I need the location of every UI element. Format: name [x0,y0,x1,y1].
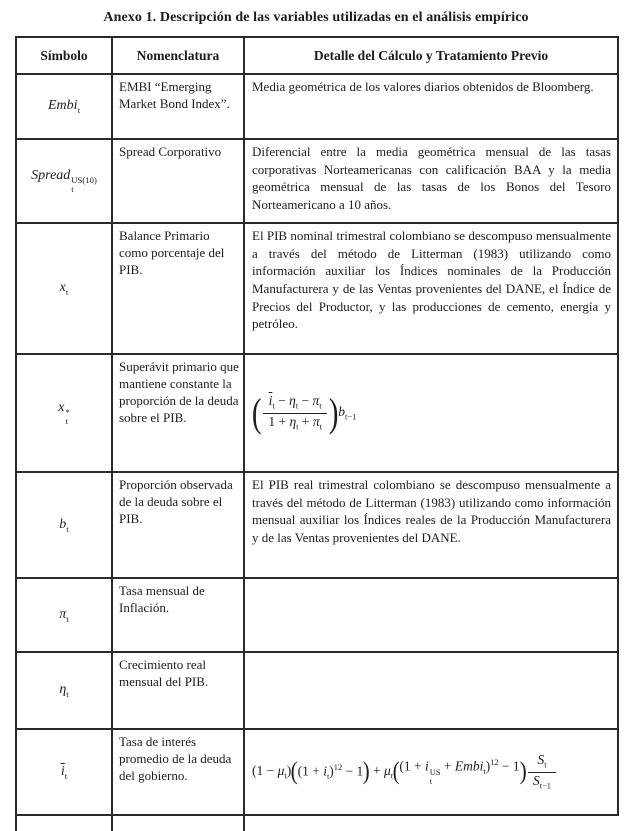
detalle-cell [244,652,618,729]
table-row-deuda-observada [16,472,618,578]
i-var: i [323,763,327,779]
exchange-rate-fraction [528,752,556,791]
col-header-simbolo: Símbolo [16,37,112,74]
table-row-inflacion [16,578,618,652]
symbol-cell [16,354,112,472]
mu-var: μ [277,762,285,778]
detalle-cell: Media geométrica de los valores diarios obtenidos de Bloomberg. [244,74,618,139]
page-title: Anexo 1. Descripción de las variables utilizadas en el análisis empírico [103,10,529,25]
detalle-cell: Diferencial entre la media geométrica mensual de las tasas corporativas Norteamericanas con calificación BAA y la media geométrica mensual de las tasas de los Bonos del Tesoro Norteamericano a 10 años. [244,139,618,223]
symbol-cell [16,578,112,652]
table-header-row [16,37,618,74]
table-row-spread [16,139,618,223]
eta-var: η [289,413,297,429]
fraction-numerator: $\overline{i}_t - \eta_t - \pi_t$ [268,393,322,412]
fraction-denominator: $S_{t-1}$ [528,772,556,792]
term-domestic-rate: $(1 + i_t)^{12} - 1$ [297,762,364,781]
symbol-subscript: t [65,416,68,427]
close-paren: ) [328,390,339,435]
eta-var: η [289,393,296,409]
fraction [263,393,327,432]
table-row-crecimiento [16,652,618,729]
pi-var: π [312,393,320,409]
symbol-superscript: US(10) [71,175,97,186]
nomenclatura-cell: Tasa de interés promedio de la deuda del gobierno. [112,729,244,815]
fraction-denominator: $1 + \eta_t + \pi_t$ [263,413,327,433]
detalle-cell: El PIB real trimestral colombiano se descompuso mensualmente a través del método de Litterman (1983) utilizando como información mensual auxiliar los Índices reales de la Producción Manufacturera y de las Ventas provenientes del DANE. [244,472,618,578]
table-row-tasa-interes [16,729,618,815]
embi-var: Embi [454,758,484,774]
symbol-eta: η [59,682,67,698]
symbol-subscript: t [66,523,69,534]
symbol-ibar: $\overline{i}$ [60,763,65,779]
symbol-cell [16,223,112,354]
nomenclatura-cell: Spread Corporativo [112,139,244,223]
symbol-subscript: t [65,286,69,297]
i-us-var: i [425,758,429,774]
table-row-embi [16,74,618,139]
detalle-cell [244,578,618,652]
nomenclatura-cell: Superávit primario que mantiene constante la proporción de la deuda sobre el PIB. [112,354,244,472]
col-header-nomenclatura: Nomenclatura [112,37,244,74]
i-us-supsub-stack: US t [429,768,441,786]
pi-var: π [312,413,320,429]
symbol-cell [16,74,112,139]
close-paren: ) [519,758,527,786]
nomenclatura-cell: Crecimiento real mensual del PIB. [112,652,244,729]
symbol-cell [16,652,112,729]
formula-tasa-interes [252,752,558,791]
table-row-balance-primario [16,223,618,354]
symbol-pi: π [59,606,67,622]
nomenclatura-cell: EMBI “Emerging Market Bond Index”. [112,74,244,139]
table-row-superavit [16,354,618,472]
close-paren: ) [362,758,370,786]
symbol-x: x [59,280,66,296]
fraction-numerator: $S_t$ [537,752,547,771]
b-term: $b_{t-1}$ [338,403,357,422]
symbol-cell [16,139,112,223]
symbol-cell [16,472,112,578]
nomenclatura-cell: Balance Primario como porcentaje del PIB. [112,223,244,354]
detalle-formula-cell [244,354,618,472]
detalle-cell: El PIB nominal trimestral colombiano se descompuso mensualmente a través del método de Litterman (1983) utilizando como información auxiliar los Índices nominales de la Producción Manufacturera y de las Ventas provenientes del DANE, el Índice de Precios del Productor, y las producciones de cemento, energía y petróleo. [244,223,618,354]
variables-table [15,36,619,831]
open-paren: ( [251,390,262,435]
col-header-detalle: Detalle del Cálculo y Tratamiento Previo [244,37,618,74]
term-1-minus-mu: $(1 - \mu_t)$ [252,762,292,781]
symbol-spread: Spread [31,167,71,183]
nomenclatura-cell: Proporción observada de la deuda sobre el PIB. [112,472,244,578]
s-var: S [537,752,545,768]
symbol-subscript: t [71,184,74,195]
symbol-subscript: t [77,104,80,115]
mu-var: μ [383,762,391,778]
nomenclatura-cell: Tasa mensual de Inflación. [112,578,244,652]
term-foreign-rate: (1 + i US t + Embi$_t$)$^{12}$ − 1 [399,758,520,786]
formula-superavit [251,390,357,435]
symbol-subscript: t [66,688,69,699]
symbol-b: b [59,516,67,532]
open-paren: ( [290,758,298,786]
symbol-cell [16,729,112,815]
symbol-x-star: x [58,399,65,415]
open-paren: ( [392,758,400,786]
symbol-supsub-stack [71,176,97,194]
term-plus-mu: + $\mu_t$ [369,762,394,781]
symbol-supsub-stack [65,408,69,426]
symbol-superscript: * [65,407,70,418]
s-var: S [533,772,540,788]
ibar-var: $\overline{i}$ [268,393,273,409]
detalle-formula-cell [244,729,618,815]
symbol-subscript: t [64,770,68,781]
symbol-subscript: t [66,613,69,624]
symbol-embi: Embi [48,98,78,114]
